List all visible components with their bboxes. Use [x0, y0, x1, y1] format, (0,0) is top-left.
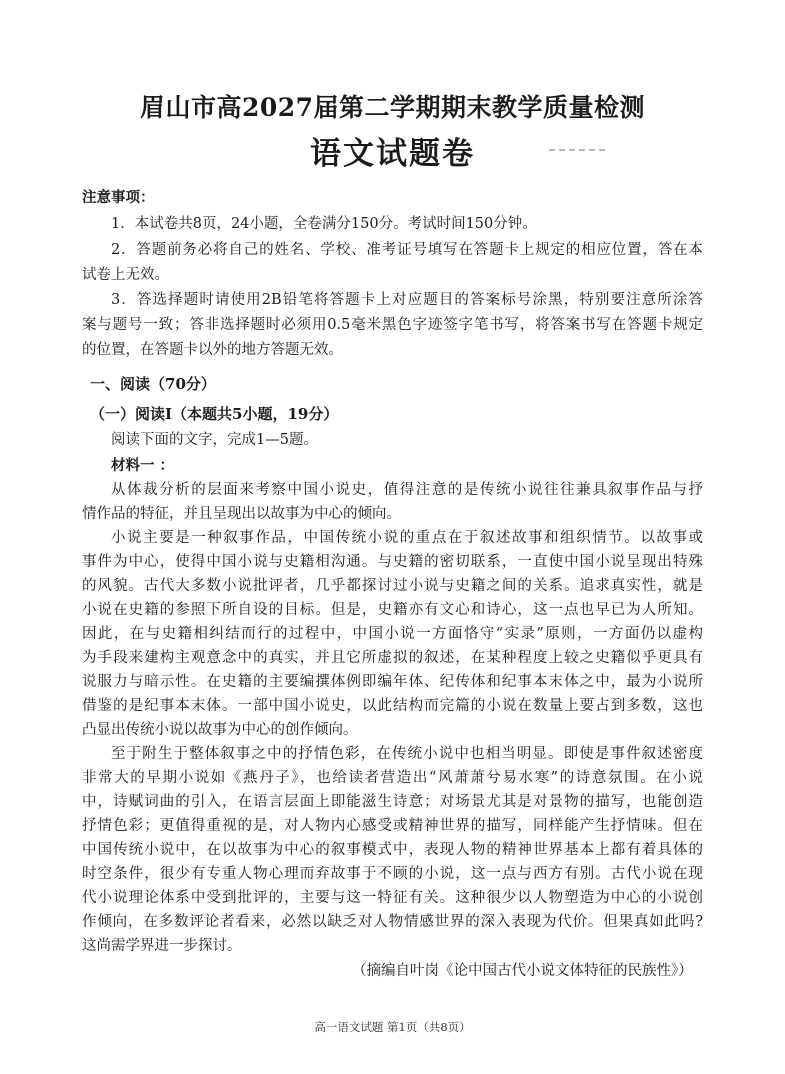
passage-line: 事件为中心，使得中国小说与史籍相沟通。与史籍的密切联系，一直使中国小说呈现出特殊	[82, 554, 703, 570]
notice-line: 试卷上无效。	[82, 267, 169, 283]
exam-subject-title: 语文试题卷	[310, 136, 475, 172]
passage-line: 因此，在与史籍相纠结而行的过程中，中国小说一方面恪守“实录”原则，一方面仍以虚构	[82, 626, 703, 642]
notice-line: 的位置，在答题卡以外的地方答题无效。	[82, 342, 343, 358]
notice-line: 案与题号一致；答非选择题时必须用0.5毫米黑色字迹签字笔书写，将答案书写在答题卡规定	[82, 317, 703, 333]
passage-line: 小说主要是一种叙事作品，中国传统小说的重点在于叙述故事和组织情节。以故事或	[111, 530, 703, 546]
passage-line: 这尚需学界进一步探讨。	[82, 938, 242, 954]
passage-line: 情作品的特征，并且呈现出以故事为中心的倾向。	[82, 506, 401, 522]
exam-title: 眉山市高2027届第二学期期末教学质量检测	[139, 93, 646, 122]
passage-line: 中，诗赋词曲的引入，在语言层面上即能滋生诗意；对场景尤其是对景物的描写，也能创造	[82, 794, 703, 810]
source-citation: （摘编自叶岗《论中国古代小说文体特征的民族性》）	[352, 963, 693, 979]
notice-line: 1．本试卷共8页，24小题，全卷满分150分。考试时间150分钟。	[111, 216, 537, 232]
passage-line: 时空条件，很少有专重人物心理而弃故事于不顾的小说，这一点与西方有别。古代小说在现	[82, 866, 703, 882]
notice-line: 3．答选择题时请使用2B铅笔将答题卡上对应题目的答案标号涂黑，特别要注意所涂答	[111, 292, 703, 308]
section-heading: 一、阅读（70分）	[90, 375, 216, 393]
passage-line: 为手段来建构主观意念中的真实，并且它所虚拟的叙述，在某种程度上较之史籍似乎更具有	[82, 650, 703, 666]
passage-line: 借鉴的是纪事本末体。一部中国小说史，以此结构而完篇的小说在数量上要占到多数，这也	[82, 698, 703, 714]
passage-line: 抒情色彩；更值得重视的是，对人物内心感受或精神世界的描写，同样能产生抒情味。但在	[82, 818, 703, 834]
passage-line: 非常大的早期小说如《燕丹子》，也给读者营造出“风萧萧兮易水寒”的诗意氛围。在小说	[82, 770, 703, 786]
subsection-heading: （一）阅读Ⅰ（本题共5小题，19分）	[90, 405, 339, 423]
notice-line: 2．答题前务必将自己的姓名、学校、准考证号填写在答题卡上规定的相应位置，答在本	[111, 242, 703, 258]
passage-line: 的风貌。古代大多数小说批评者，几乎都探讨过小说与史籍之间的关系。追求真实性，就是	[82, 578, 703, 594]
passage-line: 从体裁分析的层面来考察中国小说史，值得注意的是传统小说往往兼具叙事作品与抒	[111, 482, 703, 498]
passage-line: 说服力与暗示性。在史籍的主要编撰体例即编年体、纪传体和纪事本末体之中，最为小说所	[82, 674, 703, 690]
passage-line: 中国传统小说中，在以故事为中心的叙事模式中，表现人物的精神世界基本上都有着具体的	[82, 842, 703, 858]
passage-line: 至于附生于整体叙事之中的抒情色彩，在传统小说中也相当明显。即使是事件叙述密度	[111, 746, 703, 762]
passage-line: 凸显出传统小说以故事为中心的创作倾向。	[82, 722, 358, 738]
notice-heading: 注意事项：	[82, 189, 155, 206]
scan-mark	[549, 149, 605, 156]
material-label: 材料一 ：	[111, 457, 175, 474]
passage-line: 代小说理论体系中受到批评的，主要与这一特征有关。这种很少以人物塑造为中心的小说创	[82, 890, 703, 906]
instruction: 阅读下面的文字，完成1—5题。	[111, 432, 318, 448]
passage-line: 小说在史籍的参照下所自设的目标。但是，史籍亦有文心和诗心，这一点也早已为人所知。	[82, 602, 703, 618]
page-footer: 高一语文试题 第1页（共8页）	[314, 1020, 471, 1034]
passage-line: 作倾向，在多数评论者看来，必然以缺乏对人物情感世界的深入表现为代价。但果真如此吗?	[82, 914, 703, 930]
